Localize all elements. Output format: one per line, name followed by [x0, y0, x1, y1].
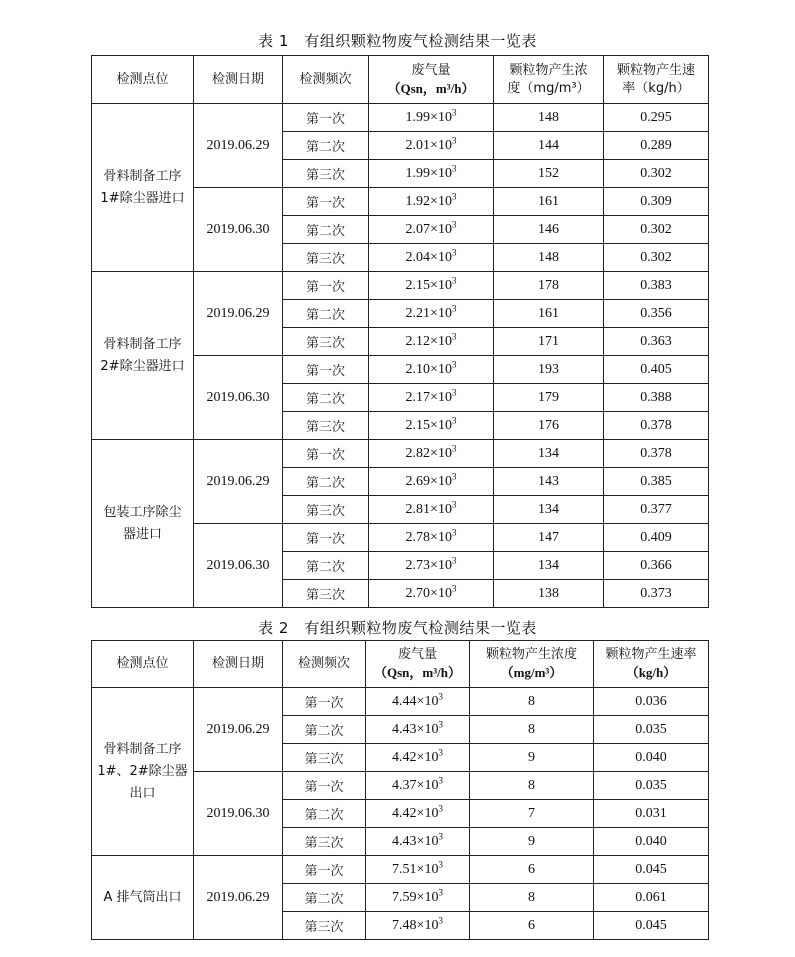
rate-cell: 0.045 [594, 856, 709, 884]
flow-cell [369, 384, 494, 412]
table-1-body [92, 104, 709, 608]
table-1-caption: 表 1 有组织颗粒物废气检测结果一览表 [258, 32, 537, 50]
flow-cell [369, 188, 494, 216]
header-conc-line1: 颗粒物产生浓度 [485, 647, 577, 662]
flow-cell [369, 580, 494, 608]
flow-mantissa: 2.69×10 [405, 473, 452, 489]
header-rate-line1: 颗粒物产生速率 [605, 647, 697, 662]
flow-cell [369, 216, 494, 244]
concentration-cell: 134 [494, 552, 604, 580]
flow-mantissa: 2.70×10 [405, 585, 452, 601]
location-text: 骨料制备工序 [103, 168, 182, 184]
header-flow-title: 废气量 [397, 647, 437, 662]
concentration-cell: 143 [494, 468, 604, 496]
location-text: 1#除尘器进口 [100, 190, 185, 206]
flow-cell [369, 104, 494, 132]
frequency-cell: 第三次 [283, 744, 366, 772]
flow-exponent: 3 [451, 106, 457, 117]
rate-cell: 0.045 [594, 912, 709, 940]
frequency-cell: 第一次 [283, 356, 369, 384]
flow-cell [369, 300, 494, 328]
header-date: 检测日期 [194, 56, 283, 104]
rate-cell: 0.309 [604, 188, 709, 216]
table-2-caption: 表 2 有组织颗粒物废气检测结果一览表 [258, 619, 537, 637]
concentration-cell: 9 [470, 744, 594, 772]
flow-cell [366, 912, 470, 940]
location-cell [92, 104, 194, 272]
header-rate-line2: （kg/h） [625, 665, 677, 680]
date-cell: 2019.06.29 [194, 272, 283, 356]
header-conc-line2: 度（mg/m³） [507, 80, 590, 96]
flow-exponent: 3 [438, 774, 443, 785]
date-cell: 2019.06.29 [194, 104, 283, 188]
flow-cell [369, 328, 494, 356]
flow-mantissa: 2.01×10 [405, 137, 452, 153]
concentration-cell: 138 [494, 580, 604, 608]
header-rate-line2: 率（kg/h） [622, 80, 690, 96]
location-cell [92, 688, 194, 856]
table-row [92, 104, 709, 132]
location-text: 器进口 [122, 526, 162, 542]
frequency-cell: 第二次 [283, 468, 369, 496]
concentration-cell: 146 [494, 216, 604, 244]
header-concentration [494, 56, 604, 104]
flow-cell [366, 828, 470, 856]
header-flow-title: 废气量 [411, 62, 451, 78]
frequency-cell: 第三次 [283, 496, 369, 524]
flow-exponent: 3 [451, 190, 457, 201]
flow-exponent: 3 [451, 162, 457, 173]
flow-mantissa: 2.15×10 [405, 417, 452, 433]
flow-cell [369, 160, 494, 188]
rate-cell: 0.409 [604, 524, 709, 552]
flow-exponent: 3 [451, 358, 457, 369]
flow-exponent: 3 [451, 414, 457, 425]
frequency-cell: 第三次 [283, 328, 369, 356]
location-text: 出口 [129, 785, 156, 801]
frequency-cell: 第三次 [283, 828, 366, 856]
table-2-header-row [92, 641, 709, 688]
header-location: 检测点位 [92, 56, 194, 104]
flow-exponent: 3 [438, 690, 443, 701]
frequency-cell: 第一次 [283, 688, 366, 716]
flow-mantissa: 7.48×10 [392, 917, 439, 933]
table-row [92, 440, 709, 468]
location-cell [92, 272, 194, 440]
concentration-cell: 6 [470, 856, 594, 884]
concentration-cell: 161 [494, 300, 604, 328]
flow-mantissa: 7.51×10 [392, 861, 439, 877]
flow-cell [366, 772, 470, 800]
frequency-cell: 第一次 [283, 104, 369, 132]
concentration-cell: 178 [494, 272, 604, 300]
date-cell: 2019.06.30 [194, 188, 283, 272]
header-flow [369, 56, 494, 104]
frequency-cell: 第二次 [283, 132, 369, 160]
concentration-cell: 8 [470, 884, 594, 912]
frequency-cell: 第一次 [283, 188, 369, 216]
rate-cell: 0.366 [604, 552, 709, 580]
concentration-cell: 134 [494, 496, 604, 524]
table-1 [91, 55, 709, 608]
rate-cell: 0.388 [604, 384, 709, 412]
rate-cell: 0.385 [604, 468, 709, 496]
flow-exponent: 3 [451, 498, 457, 509]
location-text: 2#除尘器进口 [100, 358, 185, 374]
flow-cell [369, 356, 494, 384]
flow-exponent: 3 [451, 330, 457, 341]
header-location: 检测点位 [92, 641, 194, 688]
rate-cell: 0.383 [604, 272, 709, 300]
flow-cell [369, 524, 494, 552]
flow-exponent: 3 [438, 718, 443, 729]
table-2 [91, 640, 709, 940]
concentration-cell: 9 [470, 828, 594, 856]
rate-cell: 0.040 [594, 828, 709, 856]
concentration-cell: 148 [494, 244, 604, 272]
header-concentration [470, 641, 594, 688]
rate-cell: 0.036 [594, 688, 709, 716]
flow-cell [366, 716, 470, 744]
flow-cell [366, 688, 470, 716]
flow-exponent: 3 [451, 442, 457, 453]
location-text: 包装工序除尘 [103, 504, 182, 520]
rate-cell: 0.302 [604, 160, 709, 188]
header-rate [594, 641, 709, 688]
flow-exponent: 3 [451, 218, 457, 229]
flow-mantissa: 1.92×10 [405, 193, 452, 209]
location-text: 1#、2#除尘器 [97, 763, 188, 779]
date-cell: 2019.06.29 [194, 856, 283, 940]
flow-cell [369, 244, 494, 272]
location-cell [92, 440, 194, 608]
flow-exponent: 3 [451, 134, 457, 145]
rate-cell: 0.295 [604, 104, 709, 132]
flow-exponent: 3 [438, 858, 443, 869]
frequency-cell: 第三次 [283, 160, 369, 188]
rate-cell: 0.289 [604, 132, 709, 160]
table-2-body [92, 688, 709, 940]
table-row [92, 856, 709, 884]
frequency-cell: 第二次 [283, 300, 369, 328]
concentration-cell: 161 [494, 188, 604, 216]
flow-mantissa: 4.37×10 [392, 777, 439, 793]
flow-cell [369, 552, 494, 580]
frequency-cell: 第二次 [283, 216, 369, 244]
flow-mantissa: 2.04×10 [405, 249, 452, 265]
rate-cell: 0.378 [604, 440, 709, 468]
table-row [92, 272, 709, 300]
flow-exponent: 3 [451, 274, 457, 285]
flow-cell [366, 744, 470, 772]
flow-exponent: 3 [451, 554, 457, 565]
flow-exponent: 3 [451, 582, 457, 593]
table-1-header-row [92, 56, 709, 104]
rate-cell: 0.302 [604, 216, 709, 244]
frequency-cell: 第二次 [283, 716, 366, 744]
header-rate-line1: 颗粒物产生速 [616, 62, 695, 78]
frequency-cell: 第二次 [283, 800, 366, 828]
flow-mantissa: 2.15×10 [405, 277, 452, 293]
date-cell: 2019.06.29 [194, 440, 283, 524]
frequency-cell: 第一次 [283, 856, 366, 884]
flow-exponent: 3 [438, 914, 443, 925]
flow-mantissa: 4.42×10 [392, 805, 439, 821]
concentration-cell: 8 [470, 688, 594, 716]
concentration-cell: 144 [494, 132, 604, 160]
frequency-cell: 第一次 [283, 524, 369, 552]
concentration-cell: 134 [494, 440, 604, 468]
frequency-cell: 第三次 [283, 412, 369, 440]
location-text: 骨料制备工序 [103, 336, 182, 352]
header-conc-line2: （mg/m³） [500, 665, 563, 680]
flow-mantissa: 2.82×10 [405, 445, 452, 461]
flow-mantissa: 7.59×10 [392, 889, 439, 905]
frequency-cell: 第二次 [283, 384, 369, 412]
flow-cell [369, 412, 494, 440]
frequency-cell: 第一次 [283, 272, 369, 300]
flow-mantissa: 2.73×10 [405, 557, 452, 573]
concentration-cell: 8 [470, 716, 594, 744]
flow-mantissa: 2.12×10 [405, 333, 452, 349]
header-flow-unit: （Qsn，m³/h） [387, 80, 475, 96]
concentration-cell: 176 [494, 412, 604, 440]
flow-exponent: 3 [451, 526, 457, 537]
date-cell: 2019.06.30 [194, 356, 283, 440]
flow-exponent: 3 [438, 886, 443, 897]
rate-cell: 0.356 [604, 300, 709, 328]
flow-mantissa: 4.43×10 [392, 721, 439, 737]
flow-cell [369, 132, 494, 160]
rate-cell: 0.373 [604, 580, 709, 608]
flow-cell [366, 800, 470, 828]
flow-mantissa: 4.44×10 [392, 693, 439, 709]
date-cell: 2019.06.29 [194, 688, 283, 772]
concentration-cell: 8 [470, 772, 594, 800]
rate-cell: 0.377 [604, 496, 709, 524]
header-rate [604, 56, 709, 104]
table-row [92, 688, 709, 716]
header-flow [366, 641, 470, 688]
header-flow-unit: （Qsn，m³/h） [374, 665, 461, 680]
location-cell [92, 856, 194, 940]
flow-mantissa: 1.99×10 [405, 165, 452, 181]
flow-mantissa: 2.10×10 [405, 361, 452, 377]
flow-exponent: 3 [451, 246, 457, 257]
frequency-cell: 第二次 [283, 552, 369, 580]
flow-cell [369, 440, 494, 468]
flow-exponent: 3 [451, 302, 457, 313]
flow-mantissa: 1.99×10 [405, 109, 452, 125]
frequency-cell: 第三次 [283, 912, 366, 940]
concentration-cell: 171 [494, 328, 604, 356]
concentration-cell: 148 [494, 104, 604, 132]
flow-exponent: 3 [438, 830, 443, 841]
header-frequency: 检测频次 [283, 56, 369, 104]
rate-cell: 0.031 [594, 800, 709, 828]
flow-exponent: 3 [438, 746, 443, 757]
frequency-cell: 第二次 [283, 884, 366, 912]
concentration-cell: 147 [494, 524, 604, 552]
rate-cell: 0.040 [594, 744, 709, 772]
flow-exponent: 3 [438, 802, 443, 813]
flow-cell [369, 496, 494, 524]
rate-cell: 0.363 [604, 328, 709, 356]
header-conc-line1: 颗粒物产生浓 [509, 62, 588, 78]
flow-mantissa: 2.81×10 [405, 501, 452, 517]
rate-cell: 0.035 [594, 716, 709, 744]
concentration-cell: 6 [470, 912, 594, 940]
concentration-cell: 193 [494, 356, 604, 384]
header-frequency: 检测频次 [283, 641, 366, 688]
rate-cell: 0.405 [604, 356, 709, 384]
location-text: A 排气筒出口 [103, 889, 182, 905]
flow-mantissa: 2.21×10 [405, 305, 452, 321]
header-date: 检测日期 [194, 641, 283, 688]
flow-exponent: 3 [451, 386, 457, 397]
flow-mantissa: 4.43×10 [392, 833, 439, 849]
rate-cell: 0.378 [604, 412, 709, 440]
concentration-cell: 7 [470, 800, 594, 828]
rate-cell: 0.035 [594, 772, 709, 800]
concentration-cell: 152 [494, 160, 604, 188]
date-cell: 2019.06.30 [194, 772, 283, 856]
flow-cell [369, 272, 494, 300]
frequency-cell: 第一次 [283, 440, 369, 468]
date-cell: 2019.06.30 [194, 524, 283, 608]
flow-mantissa: 2.07×10 [405, 221, 452, 237]
flow-cell [369, 468, 494, 496]
flow-cell [366, 856, 470, 884]
frequency-cell: 第三次 [283, 244, 369, 272]
flow-exponent: 3 [451, 470, 457, 481]
flow-mantissa: 2.78×10 [405, 529, 452, 545]
flow-mantissa: 4.42×10 [392, 749, 439, 765]
rate-cell: 0.061 [594, 884, 709, 912]
frequency-cell: 第一次 [283, 772, 366, 800]
frequency-cell: 第三次 [283, 580, 369, 608]
flow-cell [366, 884, 470, 912]
concentration-cell: 179 [494, 384, 604, 412]
flow-mantissa: 2.17×10 [405, 389, 452, 405]
location-text: 骨料制备工序 [103, 741, 182, 757]
rate-cell: 0.302 [604, 244, 709, 272]
